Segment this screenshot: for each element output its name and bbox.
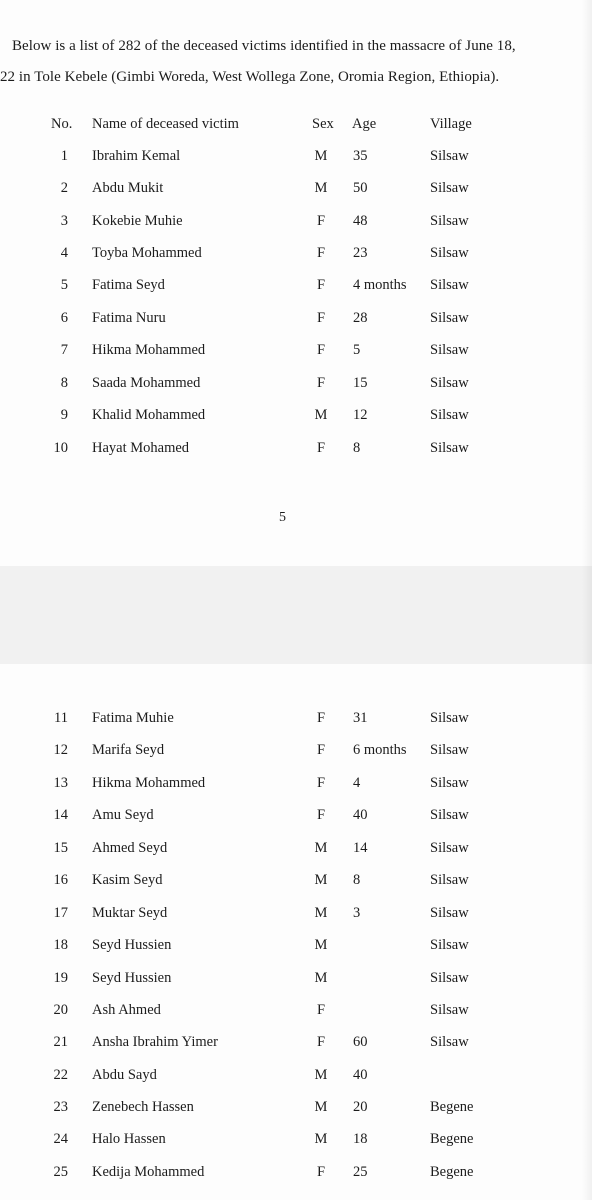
intro-line-2: 22 in Tole Kebele (Gimbi Woreda, West Wollega Zone, Oromia Region, Ethiopia). bbox=[0, 69, 500, 85]
row-village: Silsaw bbox=[430, 440, 469, 456]
row-name: Ahmed Seyd bbox=[92, 840, 168, 856]
row-name: Toyba Mohammed bbox=[92, 245, 202, 261]
intro-line-1: Below is a list of 282 of the deceased victims identified in the massacre of June 18, bbox=[12, 38, 516, 54]
row-no: 7 bbox=[60, 342, 68, 358]
row-sex: M bbox=[314, 937, 328, 953]
row-name: Ansha Ibrahim Yimer bbox=[92, 1034, 218, 1050]
row-sex: F bbox=[316, 1164, 326, 1180]
table-row bbox=[0, 872, 592, 892]
row-name: Kedija Mohammed bbox=[92, 1164, 205, 1180]
row-sex: M bbox=[314, 1067, 328, 1083]
row-sex: M bbox=[314, 148, 328, 164]
row-village: Silsaw bbox=[430, 407, 469, 423]
row-no: 5 bbox=[60, 277, 68, 293]
row-age: 20 bbox=[353, 1099, 368, 1115]
row-sex: F bbox=[316, 213, 326, 229]
row-name: Seyd Hussien bbox=[92, 937, 172, 953]
row-name: Saada Mohammed bbox=[92, 375, 201, 391]
row-sex: M bbox=[314, 407, 328, 423]
row-age: 14 bbox=[353, 840, 368, 856]
row-sex: M bbox=[314, 970, 328, 986]
row-no: 10 bbox=[53, 440, 68, 456]
row-no: 19 bbox=[53, 970, 68, 986]
row-sex: M bbox=[314, 1131, 328, 1147]
row-age: 15 bbox=[353, 375, 368, 391]
row-sex: F bbox=[316, 807, 326, 823]
row-name: Abdu Sayd bbox=[92, 1067, 157, 1083]
row-age: 31 bbox=[353, 710, 368, 726]
row-no: 6 bbox=[60, 310, 68, 326]
row-age: 3 bbox=[353, 905, 361, 921]
row-age: 5 bbox=[353, 342, 361, 358]
document-page-lower bbox=[0, 664, 592, 1200]
row-sex: F bbox=[316, 277, 326, 293]
row-age: 28 bbox=[353, 310, 368, 326]
row-sex: F bbox=[316, 710, 326, 726]
table-row bbox=[0, 245, 592, 265]
row-name: Kokebie Muhie bbox=[92, 213, 183, 229]
row-village: Silsaw bbox=[430, 905, 469, 921]
row-name: Ash Ahmed bbox=[92, 1002, 161, 1018]
row-village: Silsaw bbox=[430, 148, 469, 164]
row-sex: M bbox=[314, 180, 328, 196]
row-age: 6 months bbox=[353, 742, 407, 758]
table-row bbox=[0, 807, 592, 827]
row-no: 4 bbox=[60, 245, 68, 261]
table-row bbox=[0, 1034, 592, 1054]
row-village: Begene bbox=[430, 1131, 474, 1147]
table-header bbox=[0, 116, 592, 136]
table-row bbox=[0, 840, 592, 860]
row-village: Silsaw bbox=[430, 180, 469, 196]
row-sex: M bbox=[314, 840, 328, 856]
row-age: 18 bbox=[353, 1131, 368, 1147]
table-row bbox=[0, 970, 592, 990]
table-row bbox=[0, 1099, 592, 1119]
row-no: 11 bbox=[54, 710, 68, 726]
row-sex: F bbox=[316, 245, 326, 261]
row-no: 2 bbox=[60, 180, 68, 196]
table-row bbox=[0, 1164, 592, 1184]
header-no: No. bbox=[51, 116, 73, 132]
row-name: Hikma Mohammed bbox=[92, 342, 206, 358]
row-village: Silsaw bbox=[430, 807, 469, 823]
row-age: 4 months bbox=[353, 277, 407, 293]
row-sex: F bbox=[316, 1034, 326, 1050]
header-sex: Sex bbox=[312, 116, 334, 132]
row-age: 12 bbox=[353, 407, 368, 423]
table-row bbox=[0, 775, 592, 795]
row-sex: F bbox=[316, 775, 326, 791]
row-name: Hayat Mohamed bbox=[92, 440, 190, 456]
table-row bbox=[0, 1002, 592, 1022]
row-village: Begene bbox=[430, 1099, 474, 1115]
row-sex: F bbox=[316, 342, 326, 358]
document-page-upper bbox=[0, 0, 592, 566]
row-no: 8 bbox=[60, 375, 68, 391]
page-edge-shadow bbox=[582, 0, 592, 1200]
row-name: Hikma Mohammed bbox=[92, 775, 206, 791]
row-no: 1 bbox=[60, 148, 68, 164]
row-no: 18 bbox=[53, 937, 68, 953]
row-name: Abdu Mukit bbox=[92, 180, 164, 196]
row-age: 35 bbox=[353, 148, 368, 164]
row-village: Silsaw bbox=[430, 872, 469, 888]
table-row bbox=[0, 937, 592, 957]
table-row bbox=[0, 710, 592, 730]
row-age: 40 bbox=[353, 807, 368, 823]
row-name: Halo Hassen bbox=[92, 1131, 166, 1147]
row-village: Silsaw bbox=[430, 970, 469, 986]
row-village: Silsaw bbox=[430, 775, 469, 791]
row-no: 22 bbox=[53, 1067, 68, 1083]
row-no: 13 bbox=[53, 775, 68, 791]
row-no: 9 bbox=[60, 407, 68, 423]
row-age: 8 bbox=[353, 440, 361, 456]
table-row bbox=[0, 440, 592, 460]
row-village: Silsaw bbox=[430, 937, 469, 953]
row-age: 4 bbox=[353, 775, 361, 791]
row-age: 23 bbox=[353, 245, 368, 261]
row-name: Marifa Seyd bbox=[92, 742, 165, 758]
row-age: 60 bbox=[353, 1034, 368, 1050]
row-sex: F bbox=[316, 742, 326, 758]
row-no: 23 bbox=[53, 1099, 68, 1115]
row-village: Silsaw bbox=[430, 342, 469, 358]
row-age: 48 bbox=[353, 213, 368, 229]
row-name: Fatima Nuru bbox=[92, 310, 166, 326]
table-row bbox=[0, 310, 592, 330]
row-sex: F bbox=[316, 1002, 326, 1018]
row-name: Muktar Seyd bbox=[92, 905, 168, 921]
table-row bbox=[0, 342, 592, 362]
header-name: Name of deceased victim bbox=[92, 116, 239, 132]
row-village: Silsaw bbox=[430, 710, 469, 726]
row-name: Seyd Hussien bbox=[92, 970, 172, 986]
table-row bbox=[0, 1067, 592, 1087]
row-no: 16 bbox=[53, 872, 68, 888]
row-sex: F bbox=[316, 375, 326, 391]
row-village: Silsaw bbox=[430, 742, 469, 758]
row-village: Silsaw bbox=[430, 213, 469, 229]
header-village: Village bbox=[430, 116, 472, 132]
row-no: 12 bbox=[53, 742, 68, 758]
row-sex: M bbox=[314, 1099, 328, 1115]
table-row bbox=[0, 148, 592, 168]
page-gap bbox=[0, 566, 592, 664]
row-name: Fatima Muhie bbox=[92, 710, 174, 726]
row-village: Begene bbox=[430, 1164, 474, 1180]
row-sex: F bbox=[316, 440, 326, 456]
row-age: 8 bbox=[353, 872, 361, 888]
table-row bbox=[0, 180, 592, 200]
page-number: 5 bbox=[279, 510, 286, 525]
row-sex: M bbox=[314, 905, 328, 921]
row-age: 40 bbox=[353, 1067, 368, 1083]
row-village: Silsaw bbox=[430, 1002, 469, 1018]
header-age: Age bbox=[352, 116, 377, 132]
table-row bbox=[0, 277, 592, 297]
row-village: Silsaw bbox=[430, 375, 469, 391]
row-age: 25 bbox=[353, 1164, 368, 1180]
table-row bbox=[0, 213, 592, 233]
table-row bbox=[0, 905, 592, 925]
row-village: Silsaw bbox=[430, 310, 469, 326]
row-village: Silsaw bbox=[430, 1034, 469, 1050]
row-age: 50 bbox=[353, 180, 368, 196]
table-row bbox=[0, 742, 592, 762]
table-row bbox=[0, 375, 592, 395]
row-no: 24 bbox=[53, 1131, 68, 1147]
row-village: Silsaw bbox=[430, 840, 469, 856]
row-no: 17 bbox=[53, 905, 68, 921]
row-name: Khalid Mohammed bbox=[92, 407, 206, 423]
row-village: Silsaw bbox=[430, 277, 469, 293]
table-row bbox=[0, 1131, 592, 1151]
row-name: Ibrahim Kemal bbox=[92, 148, 181, 164]
row-no: 15 bbox=[53, 840, 68, 856]
row-no: 3 bbox=[60, 213, 68, 229]
row-no: 14 bbox=[53, 807, 68, 823]
row-no: 25 bbox=[53, 1164, 68, 1180]
row-name: Kasim Seyd bbox=[92, 872, 163, 888]
row-no: 21 bbox=[53, 1034, 68, 1050]
row-name: Zenebech Hassen bbox=[92, 1099, 194, 1115]
row-name: Fatima Seyd bbox=[92, 277, 165, 293]
row-name: Amu Seyd bbox=[92, 807, 154, 823]
row-village: Silsaw bbox=[430, 245, 469, 261]
row-sex: M bbox=[314, 872, 328, 888]
table-row bbox=[0, 407, 592, 427]
row-no: 20 bbox=[53, 1002, 68, 1018]
row-sex: F bbox=[316, 310, 326, 326]
